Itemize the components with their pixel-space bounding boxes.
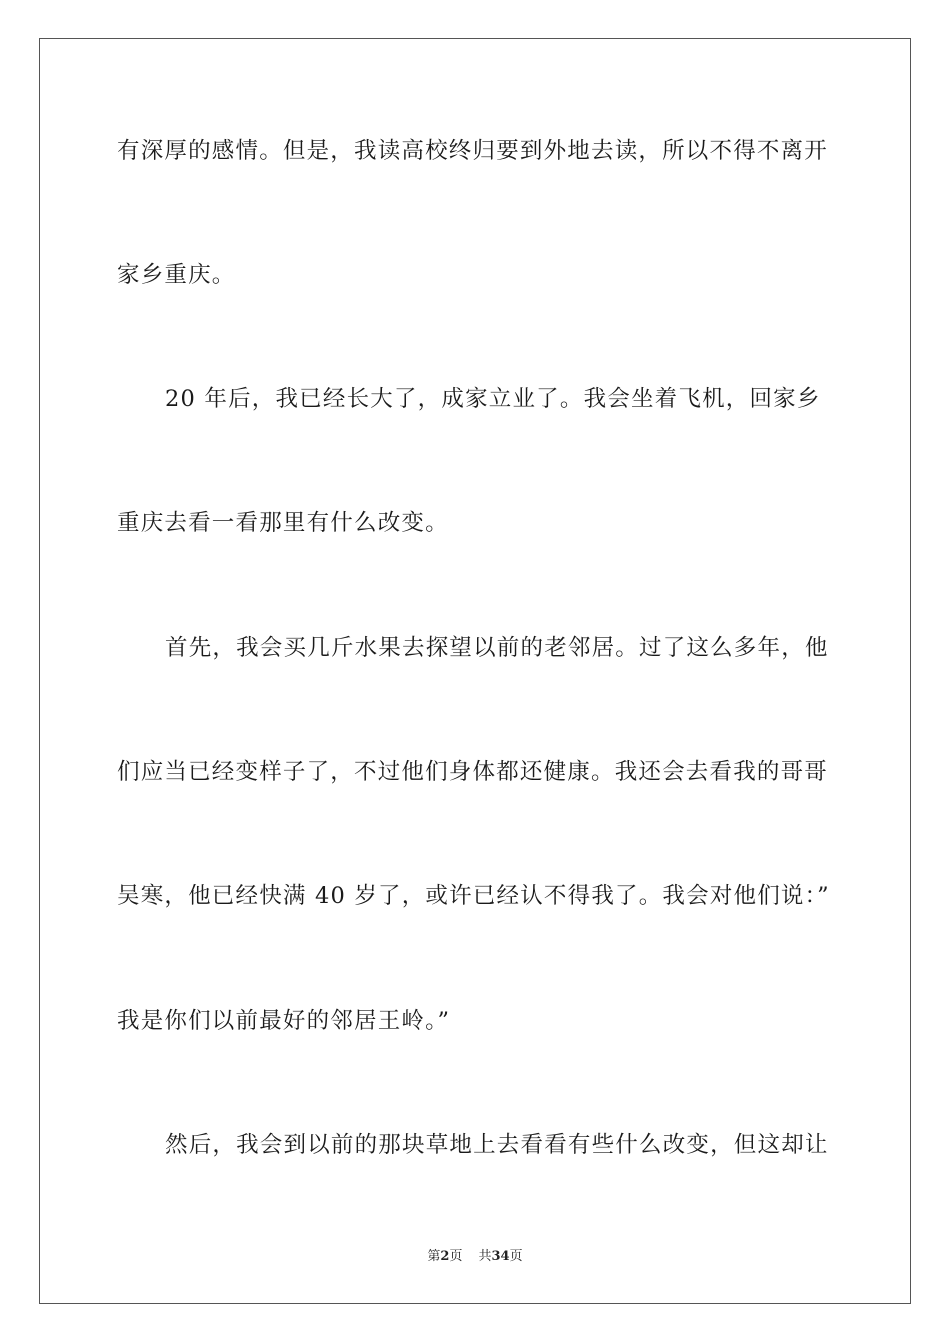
page-number: 第2页 (427, 1249, 463, 1264)
text-line: 首先，我会买几斤水果去探望以前的老邻居。过了这么多年，他 (165, 635, 829, 661)
text-line: 然后，我会到以前的那块草地上去看看有些什么改变，但这却让 (165, 1132, 829, 1158)
text-line: 20 年后，我已经长大了，成家立业了。我会坐着飞机，回家乡 (165, 386, 821, 412)
page-total: 共34页 (478, 1249, 523, 1264)
text-line: 们应当已经变样子了，不过他们身体都还健康。我还会去看我的哥哥 (117, 759, 829, 785)
page-footer (0, 1248, 950, 1266)
text-line: 吴寒，他已经快满 40 岁了，或许已经认不得我了。我会对他们说：” (117, 883, 830, 909)
text-line: 重庆去看一看那里有什么改变。 (117, 510, 449, 536)
text-line: 有深厚的感情。但是，我读高校终归要到外地去读，所以不得不离开 (117, 138, 829, 164)
text-line: 家乡重庆。 (117, 262, 236, 288)
page-border (39, 38, 911, 1304)
text-line: 我是你们以前最好的邻居王岭。” (117, 1008, 451, 1034)
